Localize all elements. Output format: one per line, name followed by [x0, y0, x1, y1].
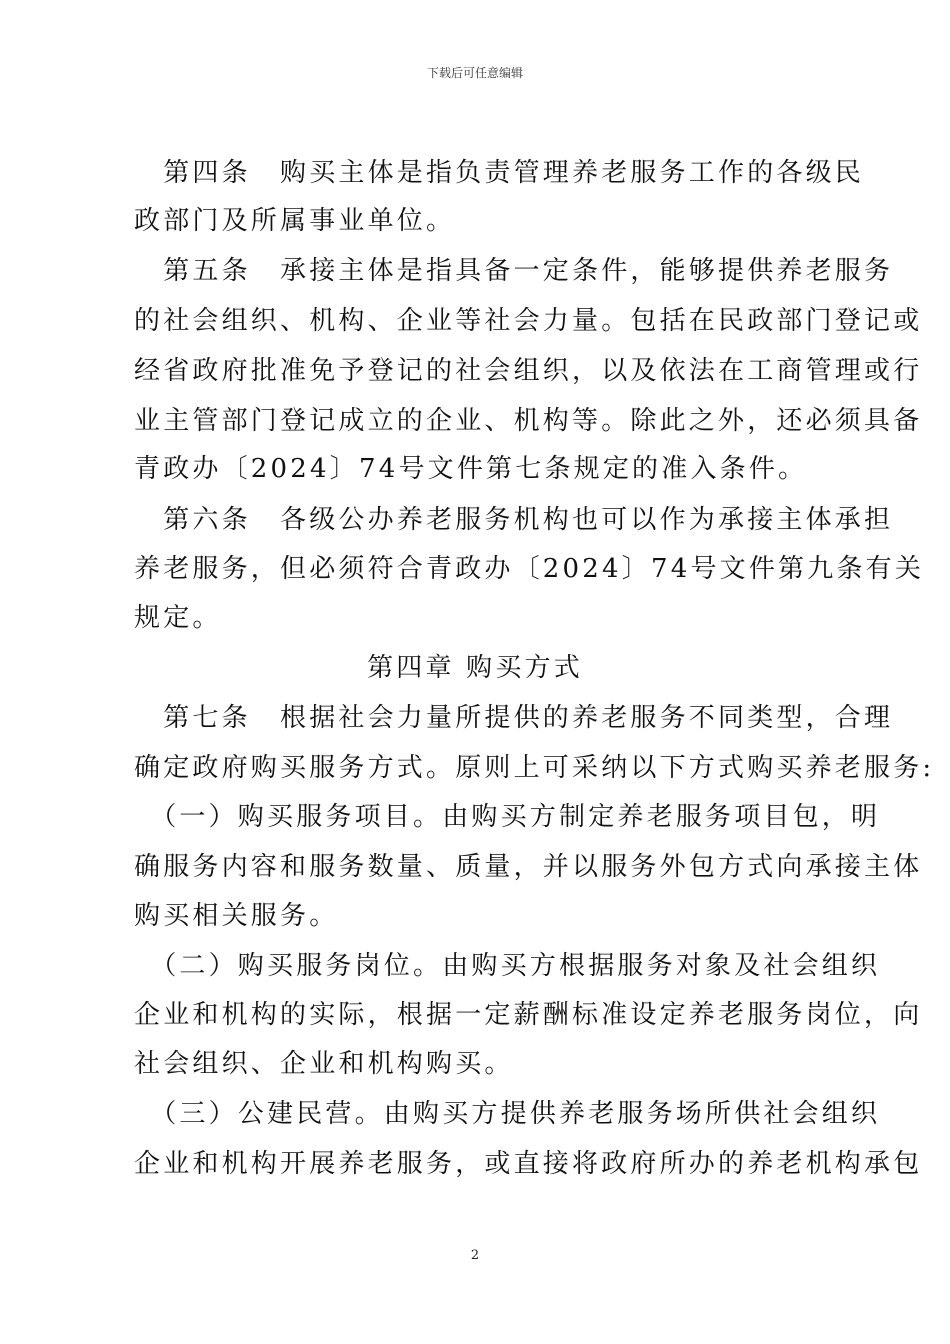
article-6-line-2: 养老服务，但必须符合青政办〔2024〕74号文件第九条有关	[134, 554, 925, 584]
page-header: 下载后可任意编辑	[426, 66, 523, 80]
article-5-line-5: 青政办〔2024〕74号文件第七条规定的准入条件。	[134, 454, 808, 484]
article-5-line-3: 经省政府批准免予登记的社会组织，以及依法在工商管理或行	[134, 356, 923, 386]
article-5-line-1: 第五条 承接主体是指具备一定条件，能够提供养老服务	[134, 256, 894, 286]
article-5-line-4: 业主管部门登记成立的企业、机构等。除此之外，还必须具备	[134, 406, 923, 436]
item-3-line-1: （三）公建民营。由购买方提供养老服务场所供社会组织	[134, 1099, 881, 1129]
item-1-line-3: 购买相关服务。	[134, 901, 339, 931]
article-4-line-2: 政部门及所属事业单位。	[134, 206, 456, 236]
article-6-line-1: 第六条 各级公办养老服务机构也可以作为承接主体承担	[134, 505, 894, 535]
article-7-line-2: 确定政府购买服务方式。原则上可采纳以下方式购买养老服务:	[134, 753, 935, 783]
item-1-line-2: 确服务内容和服务数量、质量，并以服务外包方式向承接主体	[134, 852, 923, 882]
article-7-line-1: 第七条 根据社会力量所提供的养老服务不同类型，合理	[134, 703, 894, 733]
item-2-line-1: （二）购买服务岗位。由购买方根据服务对象及社会组织	[134, 951, 881, 981]
chapter-title: 第四章 购买方式	[367, 653, 583, 683]
article-5-line-2: 的社会组织、机构、企业等社会力量。包括在民政部门登记或	[134, 306, 923, 336]
page-number: 2	[470, 1248, 480, 1263]
item-1-line-1: （一）购买服务项目。由购买方制定养老服务项目包，明	[134, 802, 881, 832]
article-4-line-1: 第四条 购买主体是指负责管理养老服务工作的各级民	[134, 158, 865, 188]
item-3-line-2: 企业和机构开展养老服务，或直接将政府所办的养老机构承包	[134, 1149, 923, 1179]
item-2-line-2: 企业和机构的实际，根据一定薪酬标准设定养老服务岗位，向	[134, 1000, 923, 1030]
item-2-line-3: 社会组织、企业和机构购买。	[134, 1049, 514, 1079]
article-6-line-3: 规定。	[134, 603, 222, 633]
